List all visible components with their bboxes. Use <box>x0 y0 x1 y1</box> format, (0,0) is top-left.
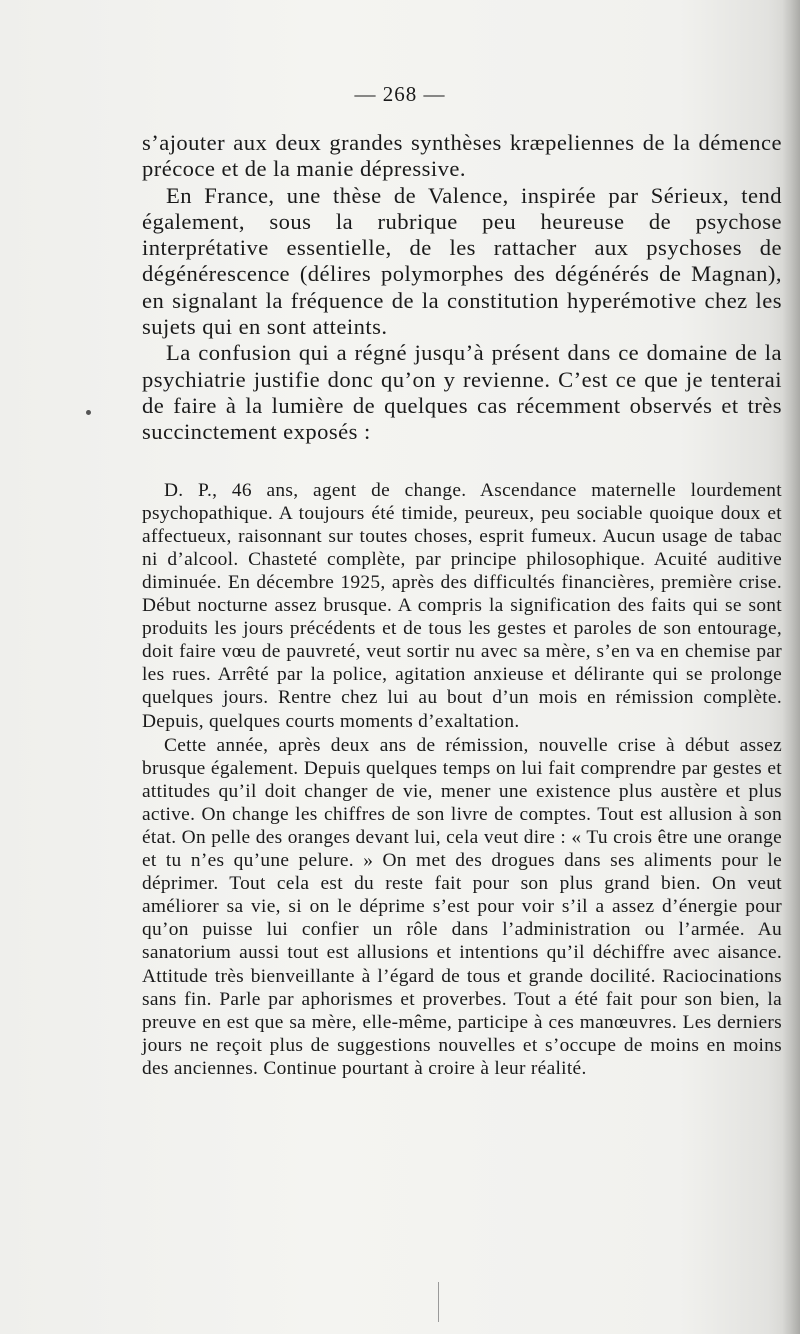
page-edge-shadow <box>782 0 800 1334</box>
paragraph-intro-2: En France, une thèse de Valence, inspirée par Sérieux, tend également, sous la rubrique peu heureuse de psychose interprétative essentielle, de les rattacher aux psychoses de dégénérescence (délires polymorphes des dégénérés de Magnan), en signalant la fréquence de la constitution hyperémotive chez les sujets qui en sont atteints. <box>142 182 782 340</box>
page-number: — 268 — <box>354 82 446 106</box>
section-gap <box>142 446 782 479</box>
margin-scratch <box>438 1282 439 1322</box>
main-text-block <box>142 130 782 1080</box>
case-paragraph-2: Cette année, après deux ans de rémission, nouvelle crise à début assez brusque également. Depuis quelques temps on lui fait comprendre par gestes et attitudes qu’il doit changer de vie, mener une existence plus austère et plus active. On change les chiffres de son livre de comptes. Tout est allusion à son état. On pelle des oranges devant lui, cela veut dire : « Tu crois être une orange et tu n’es qu’une pelure. » On met des drogues dans ses aliments pour le déprimer. Tout cela est du reste fait pour son plus grand bien. On veut améliorer sa vie, si on le déprime s’est pour voir s’il a assez d’énergie pour qu’on puisse lui confier un rôle dans l’administration ou l’armée. Au sanatorium aussi tout est allusions et intentions qu’il déchiffre avec aisance. Attitude très bienveillante à l’égard de tous et grande docilité. Raciocinations sans fin. Parle par aphorismes et proverbes. Tout a été fait pour son bien, la preuve en est que sa mère, elle-même, participe à ces manœuvres. Les derniers jours ne reçoit plus de suggestions nouvelles et s’occupe de moins en moins des anciennes. Continue pourtant à croire à leur réalité. <box>142 734 782 1079</box>
paragraph-intro-3: La confusion qui a régné jusqu’à présent dans ce domaine de la psychiatrie justifie donc qu’on y revienne. C’est ce que je tenterai de faire à la lumière de quelques cas récemment observés et très succinctement exposés : <box>142 340 782 445</box>
case-paragraph-1: D. P., 46 ans, agent de change. Ascendance maternelle lourdement psychopathique. A toujours été timide, peureux, peu sociable quoique doux et affectueux, raisonnant sur toutes choses, esprit fumeux. Aucun usage de tabac ni d’alcool. Chasteté complète, par principe philosophique. Acuité auditive diminuée. En décembre 1925, après des difficultés financières, première crise. Début nocturne assez brusque. A compris la signification des faits qui se sont produits les jours précédents et de tous les gestes et paroles de son entourage, doit faire vœu de pauvreté, veut sortir nu avec sa mère, s’en va en chemise par les rues. Arrêté par la police, agitation anxieuse et délirante qui se prolonge quelques jours. Rentre chez lui au bout d’un mois en rémission complète. Depuis, quelques courts moments d’exaltation. <box>142 479 782 732</box>
margin-mark <box>86 410 91 415</box>
paragraph-intro-1: s’ajouter aux deux grandes synthèses kræpeliennes de la démence précoce et de la manie dépressive. <box>142 130 782 182</box>
